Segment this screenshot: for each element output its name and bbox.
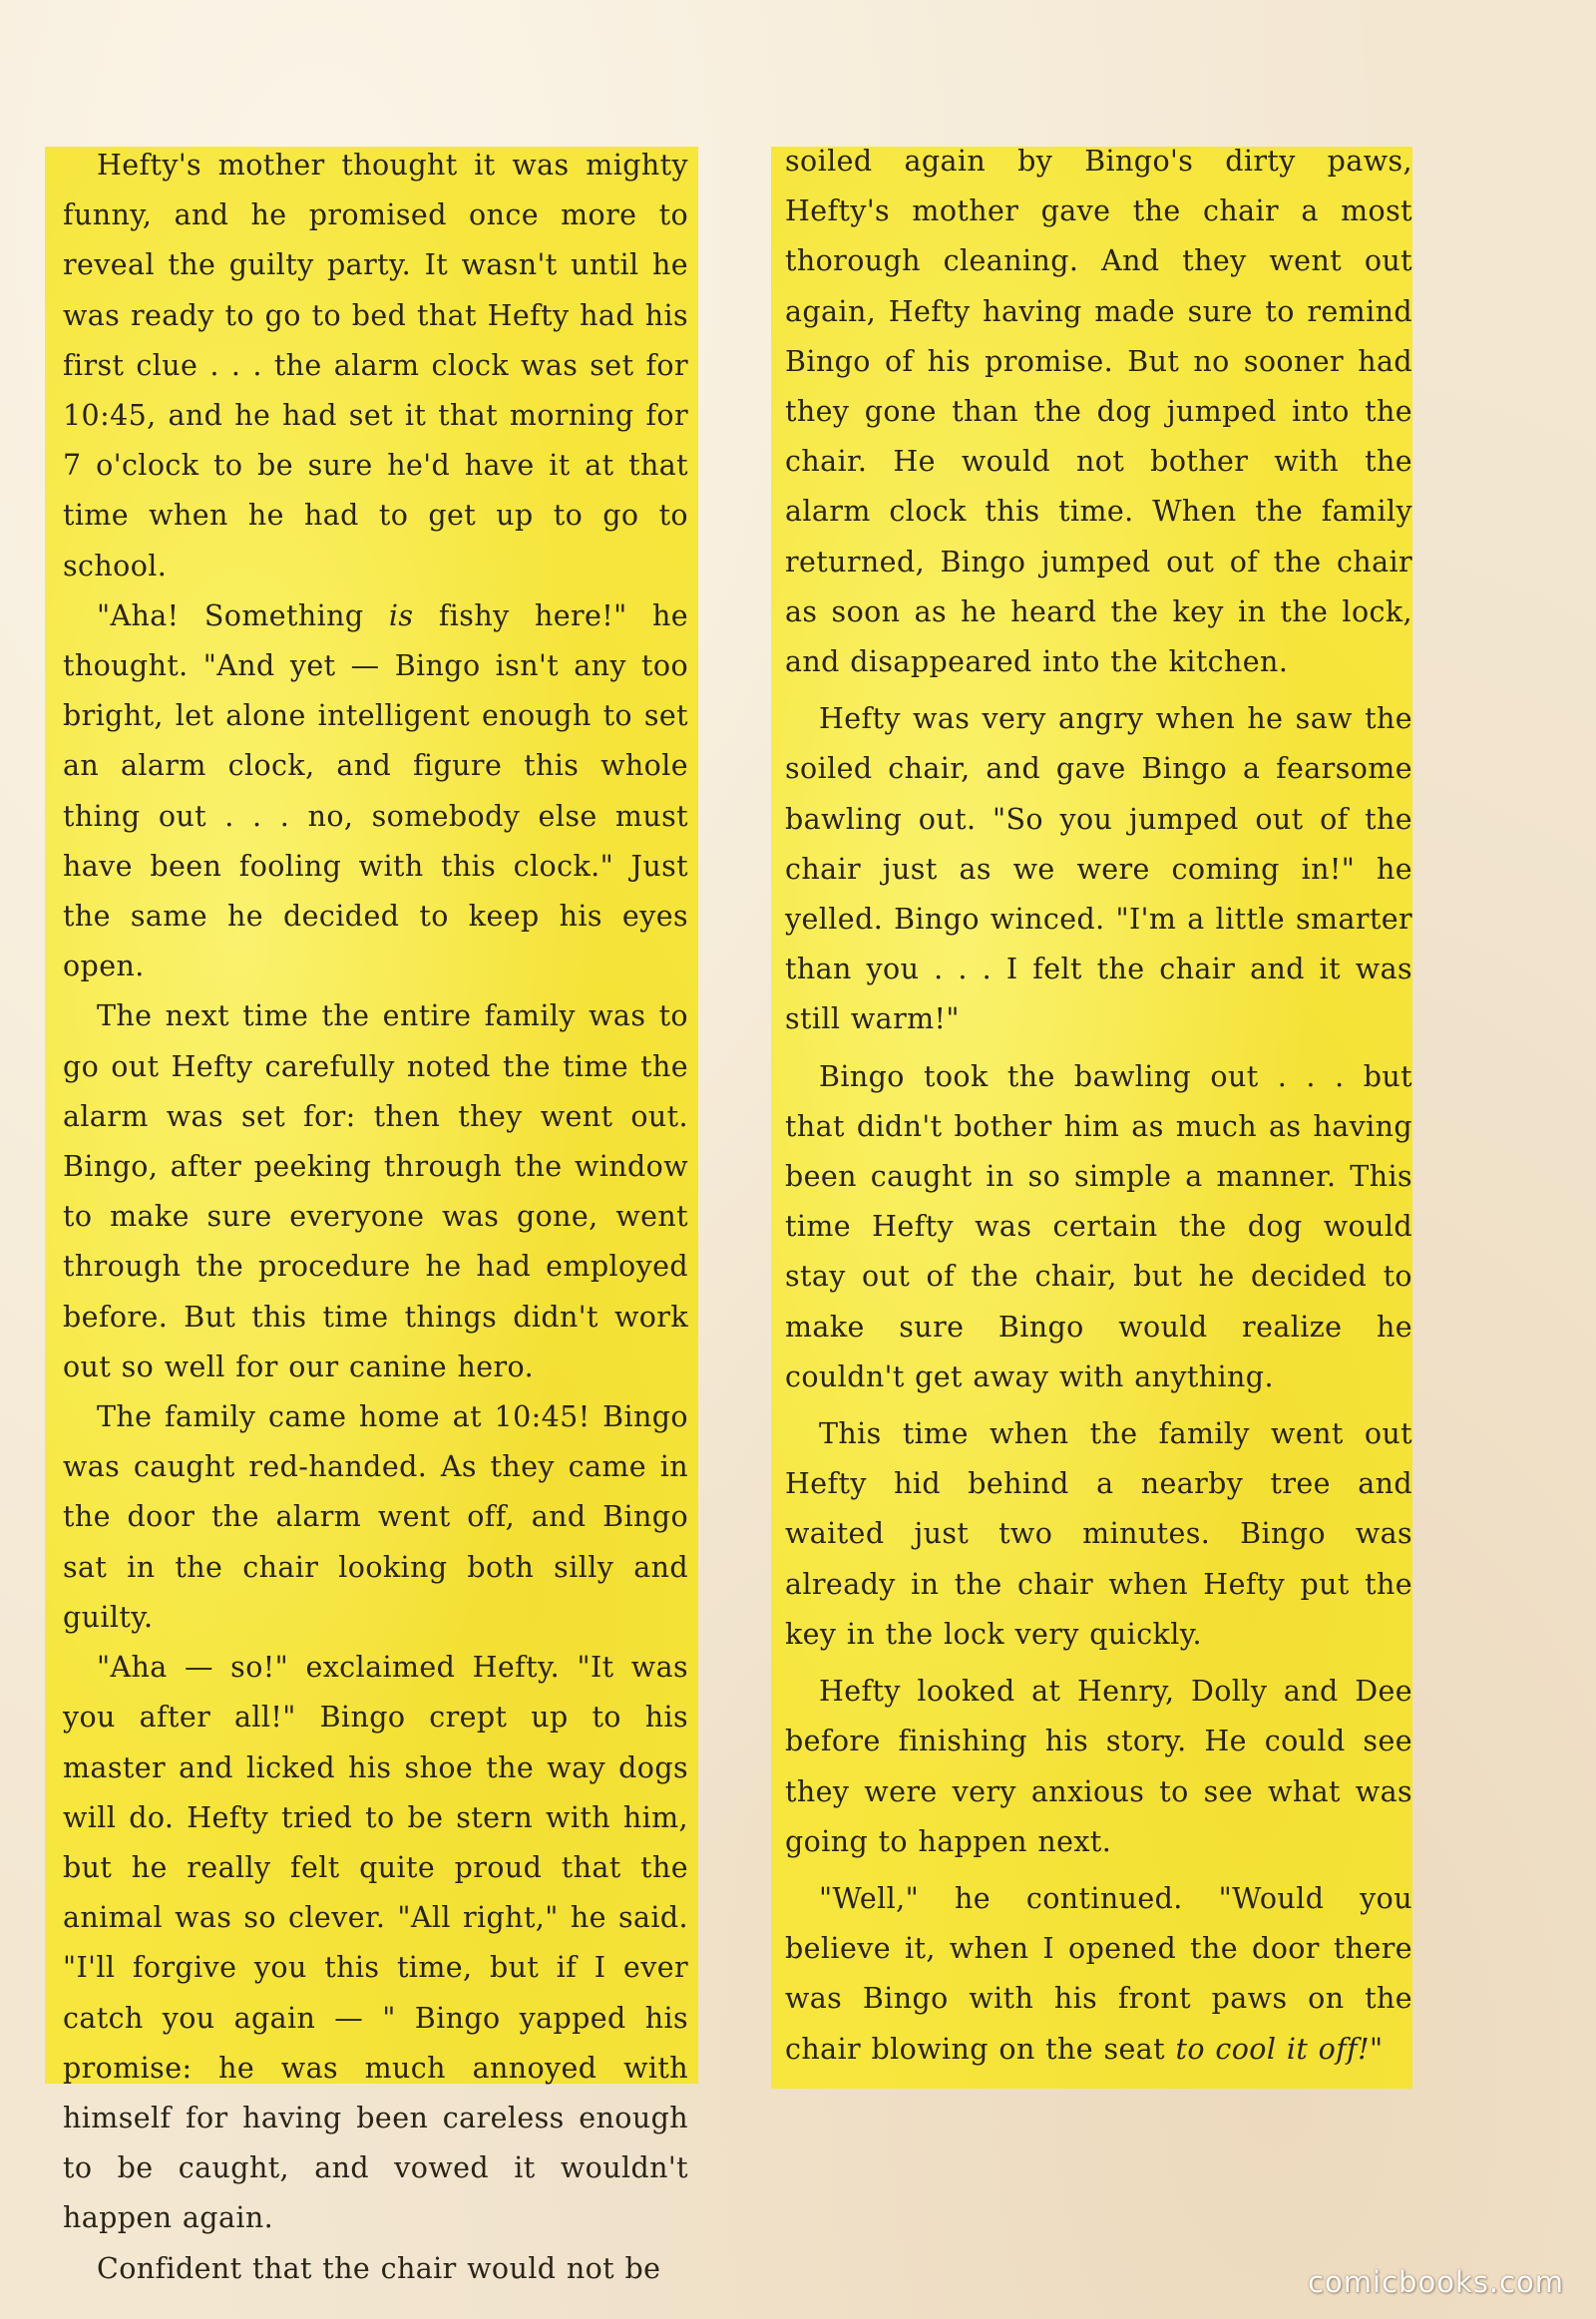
left-paragraph-3: The next time the entire family was to go out Hefty carefully noted the time the alarm was set for: then they went out. Bingo, after peeking through the window to make sure everyone was gone, went through the procedure he had employed before. But this time things didn't work out so well for our canine hero. (63, 999, 688, 1383)
left-paragraph-2-start: "Aha! Something (97, 598, 389, 632)
right-paragraph-5: Hefty looked at Henry, Dolly and Dee before finishing his story. He could see they were very anxious to see what was going to happen next. (785, 1675, 1412, 1858)
right-paragraph-6-start: "Well," he continued. "Would you believe it, when I opened the door there was Bingo with his front paws on the chair blowing on the seat (785, 1881, 1412, 2066)
right-paragraph-6 (785, 1874, 1412, 2075)
left-paragraph-2-emphasis: is (388, 598, 414, 632)
right-paragraph-2: Hefty was very angry when he saw the soiled chair, and gave Bingo a fearsome bawling out. "So you jumped out of the chair just as we were coming in!" he yelled. Bingo winced. "I'm a little smarter than you . . . I felt the chair and it was still warm!" (785, 702, 1412, 1036)
left-paragraph-4: The family came home at 10:45! Bingo was caught red-handed. As they came in the door the alarm went off, and Bingo sat in the chair looking both silly and guilty. (63, 1400, 688, 1634)
left-paragraph-1: Hefty's mother thought it was mighty funny, and he promised once more to reveal the guilty party. It wasn't until he was ready to go to bed that Hefty had his first clue . . . the alarm clock was set for 10:45, and he had set it that morning for 7 o'clock to be sure he'd have it at that time when he had to get up to go to school. (63, 149, 688, 582)
right-paragraph-3: Bingo took the bawling out . . . but that didn't bother him as much as having been caught in so simple a manner. This time Hefty was certain the dog would stay out of the chair, but he decided to make sure Bingo would realize he couldn't get away with anything. (785, 1059, 1412, 1393)
left-text-panel (45, 147, 698, 2285)
left-paragraph-2 (63, 591, 688, 992)
left-paragraph-6: Confident that the chair would not be (97, 2251, 661, 2285)
right-text-panel (771, 147, 1412, 2089)
right-paragraph-1: soiled again by Bingo's dirty paws, Hefty's mother gave the chair a most thorough cleaning. And they went out again, Hefty having made sure to remind Bingo of his promise. But no sooner had they gone than the dog jumped into the chair. He would not bother with the alarm clock this time. When the family returned, Bingo jumped out of the chair as soon as he heard the key in the lock, and disappeared into the kitchen. (785, 145, 1412, 679)
left-paragraph-2-end: fishy here!" he thought. "And yet — Bingo isn't any too bright, let alone intelligent enough to set an alarm clock, and figure this whole thing out . . . no, somebody else must have been fooling with this clock." Just the same he decided to keep his eyes open. (63, 598, 688, 983)
right-paragraph-4: This time when the family went out Hefty hid behind a nearby tree and waited just two minutes. Bingo was already in the chair when Hefty put the key in the lock very quickly. (785, 1417, 1412, 1651)
left-paragraph-5: "Aha — so!" exclaimed Hefty. "It was you after all!" Bingo crept up to his master and licked his shoe the way dogs will do. Hefty tried to be stern with him, but he really felt quite proud that the animal was so clever. "All right," he said. "I'll forgive you this time, but if I ever catch you again — " Bingo yapped his promise: he was much annoyed with himself for having been careless enough to be caught, and vowed it wouldn't happen again. (63, 1651, 688, 2235)
watermark: comicbooks.com (1308, 2265, 1564, 2299)
right-paragraph-6-emphasis: to cool it off!" (1175, 2032, 1384, 2066)
